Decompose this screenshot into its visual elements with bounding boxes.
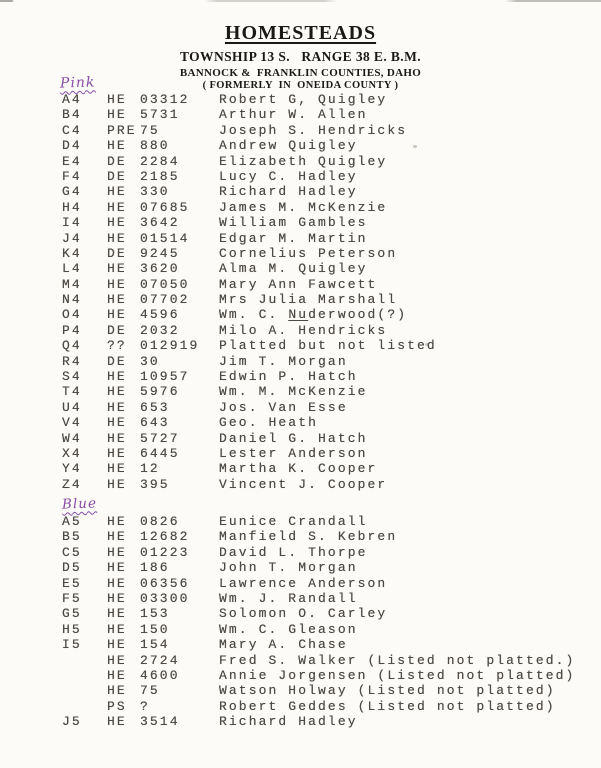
entry-type: HE	[107, 637, 127, 653]
homestead-row	[0, 606, 601, 621]
entry-type: DE	[107, 153, 127, 169]
homestead-row	[0, 107, 601, 122]
entry-type: HE	[107, 384, 127, 400]
entry-type: HE	[107, 199, 127, 215]
homesteader-name: Edwin P. Hatch	[219, 369, 358, 385]
entry-number: 5727	[140, 430, 180, 446]
entry-number: 653	[140, 399, 170, 415]
entry-number: 2724	[140, 652, 180, 668]
entry-number: 07702	[140, 292, 190, 308]
plot-code: X4	[62, 445, 82, 461]
plot-code: B5	[62, 529, 82, 545]
entry-type: HE	[107, 652, 127, 668]
handwritten-label-blue: Blue	[61, 495, 98, 513]
handwritten-label-pink: Pink	[59, 74, 96, 92]
homesteader-name: Lucy C. Hadley	[219, 168, 358, 184]
plot-code: M4	[62, 276, 82, 292]
plot-code: N4	[62, 292, 82, 308]
entry-number: 0826	[140, 514, 180, 529]
homesteader-name: John T. Morgan	[219, 560, 358, 576]
entry-number: 186	[140, 560, 170, 576]
plot-code: D5	[62, 560, 82, 576]
plot-code: F5	[62, 590, 82, 606]
homestead-row	[0, 576, 601, 591]
homesteader-name: Wm. J. Randall	[219, 590, 358, 606]
plot-code: D4	[62, 138, 82, 154]
homestead-row	[0, 514, 601, 529]
entry-type: HE	[107, 560, 127, 576]
entry-type: DE	[107, 168, 127, 184]
homestead-row	[0, 169, 601, 184]
homesteader-name: Vincent J. Cooper	[219, 476, 388, 492]
entry-type: HE	[107, 107, 127, 123]
entry-number: 12	[140, 461, 160, 477]
entry-type: HE	[107, 415, 127, 431]
plot-code: I4	[62, 215, 82, 231]
counties-line: BANNOCK & FRANKLIN COUNTIES, DAHO	[179, 67, 422, 79]
entry-type: DE	[107, 322, 127, 338]
entry-number: 01514	[140, 230, 190, 246]
entry-number: 03300	[140, 590, 190, 606]
homestead-row	[0, 446, 601, 461]
homesteader-name: Eunice Crandall	[219, 514, 368, 529]
entry-type: HE	[107, 138, 127, 154]
plot-code: O4	[62, 307, 82, 323]
entry-type: ??	[107, 338, 127, 354]
plot-code: Z4	[62, 476, 82, 492]
plot-code: S4	[62, 369, 82, 385]
homesteader-name: Richard Hadley	[219, 184, 358, 200]
entry-number: 2185	[140, 168, 180, 184]
homestead-row	[0, 653, 601, 668]
entry-type: DE	[107, 245, 127, 261]
entry-type: HE	[107, 590, 127, 606]
entry-type: HE	[107, 292, 127, 308]
entry-type: HE	[107, 230, 127, 246]
entry-number: ?	[140, 698, 150, 714]
homestead-row	[0, 215, 601, 230]
homesteader-name: Cornelius Peterson	[219, 245, 398, 261]
entry-type: HE	[107, 461, 127, 477]
plot-code: Y4	[62, 461, 82, 477]
entry-number: 3642	[140, 215, 180, 231]
plot-code: U4	[62, 399, 82, 415]
entry-type: PRE	[107, 122, 137, 138]
entry-number: 330	[140, 184, 170, 200]
homestead-row	[0, 261, 601, 276]
homestead-row	[0, 246, 601, 261]
homestead-row	[0, 323, 601, 338]
homestead-row	[0, 637, 601, 652]
homesteader-name: William Gambles	[219, 215, 368, 231]
entry-number: 12682	[140, 529, 190, 545]
entry-type: HE	[107, 307, 127, 323]
homestead-row	[0, 714, 601, 729]
plot-code: H4	[62, 199, 82, 215]
homesteader-name: Mary A. Chase	[219, 637, 348, 653]
homesteader-name: Solomon O. Carley	[219, 606, 388, 622]
plot-code: W4	[62, 430, 82, 446]
homestead-row	[0, 200, 601, 215]
homesteader-name: Platted but not listed	[219, 338, 437, 354]
plot-code: J5	[62, 714, 82, 730]
entry-type: HE	[107, 621, 127, 637]
plot-code: R4	[62, 353, 82, 369]
entry-type: HE	[107, 606, 127, 622]
homesteader-name: Milo A. Hendricks	[219, 322, 388, 338]
homestead-row	[0, 369, 601, 384]
plot-code: P4	[62, 322, 82, 338]
homesteader-name: Martha K. Cooper	[219, 461, 378, 477]
homesteader-name: Elizabeth Quigley	[219, 153, 388, 169]
homesteader-name: Watson Holway (Listed not platted)	[219, 683, 556, 699]
homestead-row	[0, 545, 601, 560]
homestead-row	[0, 92, 601, 107]
plot-code: Q4	[62, 338, 82, 354]
entry-number: 4596	[140, 307, 180, 323]
plot-code: C4	[62, 122, 82, 138]
homestead-row	[0, 277, 601, 292]
plot-code: V4	[62, 415, 82, 431]
entry-number: 4600	[140, 667, 180, 683]
homestead-row	[0, 154, 601, 169]
entry-number: 154	[140, 637, 170, 653]
entry-type: HE	[107, 445, 127, 461]
entry-number: 5731	[140, 107, 180, 123]
homesteader-name: Edgar M. Martin	[219, 230, 368, 246]
entry-type: HE	[107, 683, 127, 699]
homesteader-name: Daniel G. Hatch	[219, 430, 368, 446]
homestead-row	[0, 292, 601, 307]
plot-code: A4	[62, 92, 82, 107]
entry-type: HE	[107, 276, 127, 292]
homestead-row	[0, 138, 601, 153]
homesteader-name: Lawrence Anderson	[219, 575, 388, 591]
homestead-row	[0, 123, 601, 138]
homesteader-name: Alma M. Quigley	[219, 261, 368, 277]
homestead-row	[0, 591, 601, 606]
homestead-list-pink	[0, 92, 601, 492]
homestead-row	[0, 699, 601, 714]
homesteader-name: Wm. M. McKenzie	[219, 384, 368, 400]
homestead-row	[0, 400, 601, 415]
entry-number: 3620	[140, 261, 180, 277]
entry-type: HE	[107, 430, 127, 446]
homestead-row	[0, 431, 601, 446]
homestead-row	[0, 231, 601, 246]
entry-type: HE	[107, 714, 127, 730]
homestead-row	[0, 384, 601, 399]
plot-code: H5	[62, 621, 82, 637]
homestead-row	[0, 461, 601, 476]
homesteader-name: Fred S. Walker (Listed not platted.)	[219, 652, 576, 668]
entry-number: 03312	[140, 92, 190, 107]
entry-type: HE	[107, 514, 127, 529]
plot-code: G5	[62, 606, 82, 622]
entry-type: HE	[107, 544, 127, 560]
entry-number: 75	[140, 122, 160, 138]
entry-type: HE	[107, 184, 127, 200]
entry-number: 395	[140, 476, 170, 492]
homesteader-name: Mary Ann Fawcett	[219, 276, 378, 292]
homestead-row	[0, 668, 601, 683]
homesteader-name: David L. Thorpe	[219, 544, 368, 560]
entry-number: 012919	[140, 338, 200, 354]
entry-type: HE	[107, 92, 127, 107]
plot-code: A5	[62, 514, 82, 529]
homesteader-name: Wm. C. Gleason	[219, 621, 358, 637]
entry-type: HE	[107, 575, 127, 591]
plot-code: E4	[62, 153, 82, 169]
entry-number: 5976	[140, 384, 180, 400]
plot-code: E5	[62, 575, 82, 591]
plot-code: I5	[62, 637, 82, 653]
plot-code: K4	[62, 245, 82, 261]
homesteader-name: James M. McKenzie	[219, 199, 388, 215]
entry-number: 153	[140, 606, 170, 622]
plot-code: B4	[62, 107, 82, 123]
plot-code: J4	[62, 230, 82, 246]
township-range-line: TOWNSHIP 13 S. RANGE 38 E. B.M.	[180, 49, 421, 64]
entry-number: 07685	[140, 199, 190, 215]
homestead-row	[0, 338, 601, 353]
document-title: HOMESTEADS	[224, 22, 377, 44]
homestead-row	[0, 477, 601, 492]
entry-number: 150	[140, 621, 170, 637]
homesteader-name: Arthur W. Allen	[219, 107, 368, 123]
formerly-line: ( FORMERLY IN ONEIDA COUNTY )	[202, 80, 399, 91]
entry-number: 2284	[140, 153, 180, 169]
entry-number: 2032	[140, 322, 180, 338]
entry-type: HE	[107, 369, 127, 385]
homesteader-name: Jim T. Morgan	[219, 353, 348, 369]
homesteader-name: Mrs Julia Marshall	[219, 292, 398, 308]
entry-number: 3514	[140, 714, 180, 730]
entry-number: 30	[140, 353, 160, 369]
scan-artifact-top-edge	[0, 0, 601, 2]
homestead-row	[0, 560, 601, 575]
entry-type: PS	[107, 698, 127, 714]
entry-type: DE	[107, 353, 127, 369]
homestead-row	[0, 415, 601, 430]
entry-number: 07050	[140, 276, 190, 292]
homesteader-name: Robert Geddes (Listed not platted)	[219, 698, 556, 714]
homesteader-name: Geo. Heath	[219, 415, 319, 431]
entry-type: HE	[107, 667, 127, 683]
homestead-row	[0, 307, 601, 322]
plot-code: C5	[62, 544, 82, 560]
homesteader-name: Wm. C. Nuderwood(?)	[219, 307, 408, 323]
entry-type: HE	[107, 399, 127, 415]
underlined-text: Nu	[288, 307, 309, 323]
homesteader-name: Andrew Quigley	[219, 138, 358, 154]
entry-number: 10957	[140, 369, 190, 385]
homestead-row	[0, 529, 601, 544]
plot-code: L4	[62, 261, 82, 277]
entry-number: 01223	[140, 544, 190, 560]
entry-number: 6445	[140, 445, 180, 461]
homestead-list-blue	[0, 514, 601, 729]
homesteader-name: Jos. Van Esse	[219, 399, 348, 415]
homesteader-name: Richard Hadley	[219, 714, 358, 730]
homesteader-name: Annie Jorgensen (Listed not platted)	[219, 667, 576, 683]
entry-number: 880	[140, 138, 170, 154]
plot-code: G4	[62, 184, 82, 200]
entry-number: 9245	[140, 245, 180, 261]
entry-type: HE	[107, 215, 127, 231]
entry-type: HE	[107, 261, 127, 277]
entry-number: 06356	[140, 575, 190, 591]
homesteader-name: Lester Anderson	[219, 445, 368, 461]
entry-number: 75	[140, 683, 160, 699]
homesteader-name: Manfield S. Kebren	[219, 529, 398, 545]
homesteader-name: Robert G, Quigley	[219, 92, 388, 107]
entry-type: HE	[107, 476, 127, 492]
homestead-row	[0, 622, 601, 637]
plot-code: T4	[62, 384, 82, 400]
plot-code: F4	[62, 168, 82, 184]
homestead-row	[0, 184, 601, 199]
homestead-row	[0, 683, 601, 698]
entry-number: 643	[140, 415, 170, 431]
homestead-row	[0, 354, 601, 369]
entry-type: HE	[107, 529, 127, 545]
homesteader-name: Joseph S. Hendricks	[219, 122, 408, 138]
